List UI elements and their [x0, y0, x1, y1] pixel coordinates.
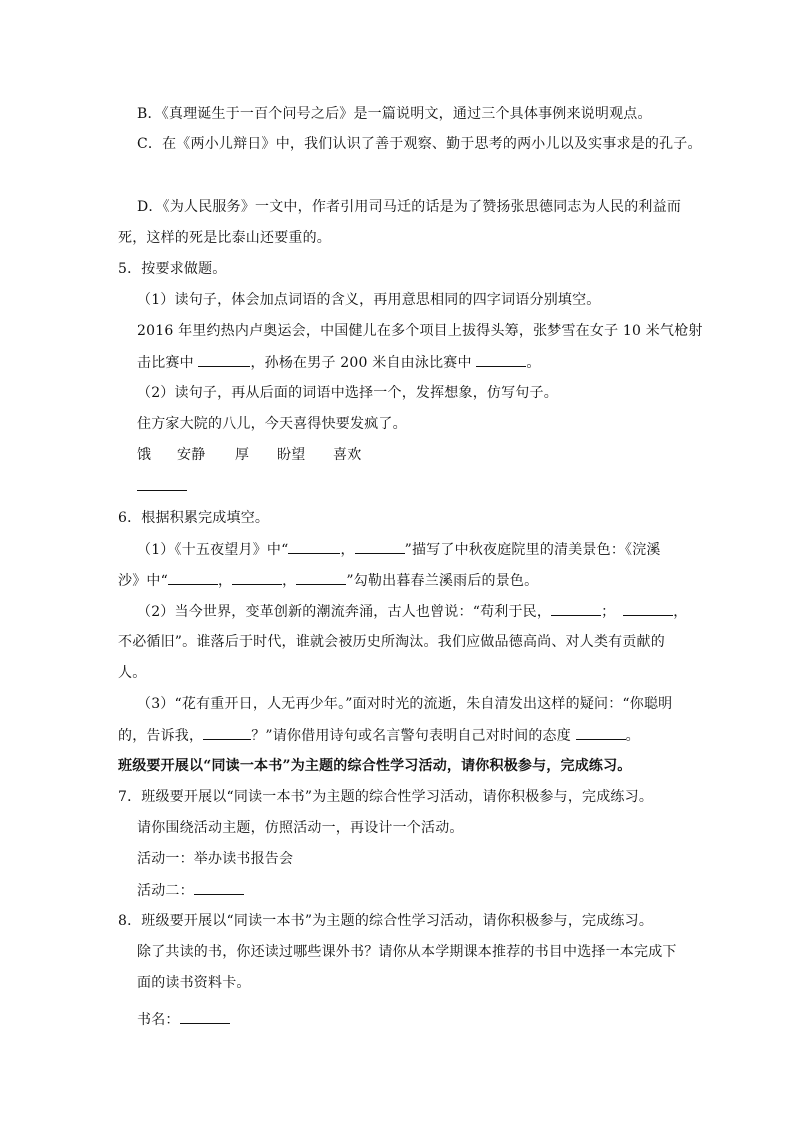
word-choices: [137, 445, 361, 465]
activity-one: 活动一：举办读书报告会: [137, 851, 294, 867]
answer-blank[interactable]: [576, 725, 626, 740]
answer-blank[interactable]: [296, 570, 346, 585]
question-6-part2: [137, 601, 687, 622]
question-6-part2-cont: 不必循旧”。谁落后于时代，谁就会被历史所淘汰。我们应做品德高尚、对人类有贡献的: [118, 634, 665, 650]
question-8-prompt-cont: 面的读书资料卡。: [137, 975, 251, 991]
option-c: C．在《两小儿辩日》中，我们认识了善于观察、勤于思考的两小儿以及实事求是的孔子。: [137, 136, 702, 152]
answer-blank[interactable]: [168, 570, 218, 585]
answer-blank[interactable]: [198, 352, 250, 367]
question-7-prompt: 请你围绕活动主题，仿照活动一，再设计一个活动。: [137, 820, 464, 836]
answer-blank[interactable]: [623, 601, 673, 616]
text-segment: 击比赛中: [137, 355, 199, 371]
text-segment: ，: [217, 573, 233, 589]
answer-blank[interactable]: [194, 880, 244, 895]
question-7-title: 7．班级要开展以“同读一本书”为主题的综合性学习活动，请你积极参与，完成练习。: [118, 789, 654, 805]
text-segment: 书名：: [137, 1012, 180, 1028]
answer-blank[interactable]: [203, 725, 251, 740]
word-choice: 饿: [137, 447, 152, 463]
text-segment: （2）当今世界，变革创新的潮流奔涌，古人也曾说：“苟利于民，: [137, 604, 552, 620]
answer-blank[interactable]: [137, 476, 187, 491]
answer-blank[interactable]: [551, 601, 601, 616]
word-choice: 厚: [235, 447, 250, 463]
question-6-part2-end: 人。: [118, 665, 147, 681]
question-6-part3-cont: [118, 725, 640, 746]
answer-blank[interactable]: [476, 352, 526, 367]
question-5-fill-line: [137, 352, 541, 373]
question-5-title: 5．按要求做题。: [118, 261, 227, 277]
text-segment: 的，告诉我，: [118, 728, 204, 744]
question-6-title: 6．根据积累完成填空。: [118, 510, 270, 526]
question-8-prompt: 除了共读的书，你还读过哪些课外书？请你从本学期课本推荐的书目中选择一本完成下: [137, 944, 677, 960]
word-choice: 喜欢: [333, 447, 362, 463]
question-5-part2: （2）读句子，再从后面的词语中选择一个，发挥想象，仿写句子。: [137, 385, 558, 401]
text-segment: 。: [625, 728, 640, 744]
text-segment: 。: [526, 355, 541, 371]
text-segment: 活动二：: [137, 883, 194, 899]
text-segment: ”描写了中秋夜庭院里的清美景色：《浣溪: [404, 542, 661, 558]
text-segment: 沙》中“: [118, 573, 168, 589]
answer-blank[interactable]: [180, 1009, 230, 1024]
text-segment: （1）《十五夜望月》中“: [137, 542, 289, 558]
text-segment: ，: [340, 542, 355, 558]
question-5-example: 住方家大院的八儿，今天喜得快要发疯了。: [137, 416, 407, 432]
option-b: B．《真理诞生于一百个问号之后》是一篇说明文，通过三个具体事例来说明观点。: [137, 106, 652, 122]
question-6-part1: [137, 539, 661, 560]
section-heading: 班级要开展以“同读一本书”为主题的综合性学习活动，请你积极参与，完成练习。: [118, 758, 632, 774]
text-segment: ；: [601, 604, 616, 620]
text-segment: ？”请你借用诗句或名言警句表明自己对时间的态度: [251, 728, 576, 744]
question-6-part1-cont: [118, 570, 538, 591]
text-segment: ，: [673, 604, 688, 620]
answer-blank[interactable]: [232, 570, 282, 585]
text-segment: ，: [282, 573, 297, 589]
text-segment: ”勾勒出暮春兰溪雨后的景色。: [346, 573, 539, 589]
option-d-line2: 死，这样的死是比泰山还要重的。: [118, 230, 331, 246]
question-8-title: 8．班级要开展以“同读一本书”为主题的综合性学习活动，请你积极参与，完成练习。: [118, 913, 654, 929]
option-d-line1: D．《为人民服务》一文中，作者引用司马迁的话是为了赞扬张思德同志为人民的利益而: [137, 199, 682, 215]
question-6-part3: （3）“花有重开日，人无再少年。”面对时光的流逝，朱自清发出这样的疑问：“你聪明: [137, 696, 673, 712]
answer-blank[interactable]: [288, 539, 340, 554]
answer-blank[interactable]: [355, 539, 405, 554]
word-choice: 盼望: [277, 447, 306, 463]
book-name-field: [137, 1009, 230, 1030]
question-5-sentence: 2016 年里约热内卢奥运会，中国健儿在多个项目上拔得头筹，张梦雪在女子 10 米气枪射: [137, 323, 703, 339]
question-5-part1: （1）读句子，体会加点词语的含义，再用意思相同的四字词语分别填空。: [137, 292, 601, 308]
text-segment: ，孙杨在男子 200 米自由泳比赛中: [250, 355, 477, 371]
activity-two: [137, 880, 244, 901]
word-choice: 安静: [177, 447, 206, 463]
